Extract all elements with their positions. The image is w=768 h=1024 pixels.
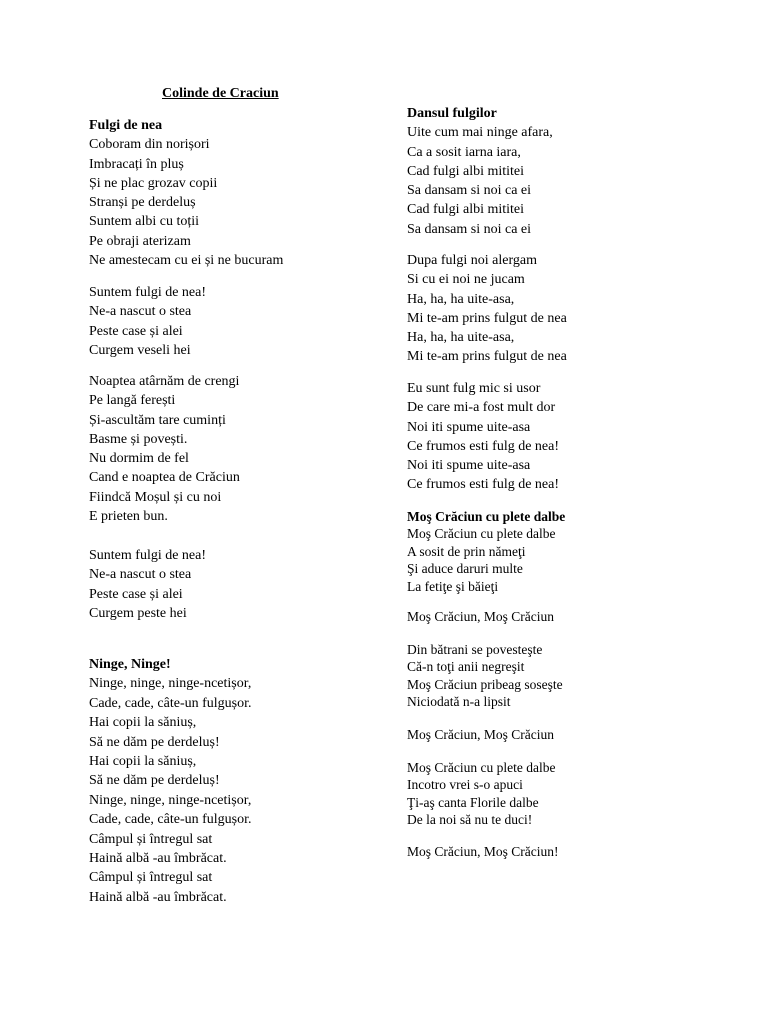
verse-line: Curgem veseli hei (89, 342, 191, 358)
verse-line: Basme și povești. (89, 431, 188, 447)
verse-line: Din bătrani se povesteşte (407, 642, 543, 657)
stanza (407, 726, 554, 743)
verse-line: Noi iti spume uite-asa (407, 458, 531, 474)
verse-line: Cade, cade, câte-un fulgușor. (89, 812, 252, 828)
stanza (89, 546, 206, 623)
verse-line: De care mi-a fost mult dor (407, 400, 556, 416)
poem-heading: Ninge, Ninge! (89, 657, 171, 672)
verse-line: Eu sunt fulg mic si usor (407, 381, 541, 396)
verse-line: Incotro vrei s-o apuci (407, 777, 523, 793)
verse-line: Cad fulgi albi mititei (407, 202, 525, 218)
verse-line: Mi te-am prins fulgut de nea (407, 349, 567, 365)
verse-line: Pe langă ferești (89, 393, 176, 409)
verse-line: Suntem albi cu toții (89, 214, 200, 230)
verse-line: Moş Crăciun cu plete dalbe (407, 526, 556, 542)
verse-line: Stranși pe derdeluș (89, 195, 196, 211)
verse-line: Ne amestecam cu ei și ne bucuram (89, 253, 284, 269)
poem-dansul-fulgilor (407, 104, 553, 239)
verse-line: Mi te-am prins fulgut de nea (407, 310, 567, 326)
verse-line: Imbracați în pluș (89, 156, 184, 172)
verse-line: Ca a sosit iarna iara, (407, 144, 521, 160)
stanza (89, 283, 206, 360)
verse-line: Fiindcă Moșul și cu noi (89, 489, 222, 505)
verse-line: Ne-a nascut o stea (89, 567, 192, 583)
verse-line: Şi aduce daruri multe (407, 561, 523, 577)
verse-line: Uite cum mai ninge afara, (407, 125, 553, 141)
poem-fulgi-de-nea (89, 116, 283, 270)
stanza (407, 379, 559, 495)
stanza (407, 641, 563, 711)
verse-line: La fetiţe şi băieţi (407, 578, 499, 594)
verse-line: Si cu ei noi ne jucam (407, 272, 525, 288)
verse-line: A sosit de prin nămeţi (407, 543, 526, 559)
verse-line: Ţi-aş canta Florile dalbe (407, 794, 539, 810)
stanza (407, 759, 555, 829)
verse-line: E prieten bun. (89, 509, 168, 525)
verse-line: Ce frumos esti fulg de nea! (407, 438, 560, 454)
poem-ninge-ninge (89, 655, 252, 907)
verse-line: Moş Crăciun, Moş Crăciun (407, 609, 554, 624)
verse-line: Sa dansam si noi ca ei (407, 221, 532, 237)
poem-heading: Dansul fulgilor (407, 106, 497, 121)
verse-line: Ha, ha, ha uite-asa, (407, 330, 515, 346)
verse-line: Ne-a nascut o stea (89, 304, 192, 320)
verse-line: Ce frumos esti fulg de nea! (407, 477, 560, 493)
verse-line: Nu dormim de fel (89, 451, 189, 467)
verse-line: Peste case și alei (89, 586, 183, 602)
verse-line: Noaptea atârnăm de crengi (89, 374, 240, 389)
verse-line: Noi iti spume uite-asa (407, 419, 531, 435)
verse-line: Hai copii la săniuș, (89, 754, 197, 770)
stanza (407, 843, 558, 860)
verse-line: Haină albă -au îmbrăcat. (89, 889, 227, 905)
verse-line: Cand e noaptea de Crăciun (89, 470, 240, 486)
verse-line: Suntem fulgi de nea! (89, 285, 207, 300)
verse-line: Dupa fulgi noi alergam (407, 253, 537, 268)
verse-line: Moş Crăciun, Moş Crăciun (407, 727, 554, 742)
verse-line: Ninge, ninge, ninge-ncetișor, (89, 792, 252, 808)
verse-line: Suntem fulgi de nea! (89, 548, 207, 563)
verse-line: Câmpul și întregul sat (89, 870, 213, 886)
verse-line: Coboram din norișori (89, 137, 210, 153)
verse-line: Moş Crăciun, Moş Crăciun! (407, 844, 559, 859)
verse-line: Haină albă -au îmbrăcat. (89, 851, 227, 867)
verse-line: Hai copii la săniuș, (89, 715, 197, 731)
verse-line: Să ne dăm pe derdeluș! (89, 773, 220, 789)
verse-line: Curgem peste hei (89, 605, 187, 621)
stanza (89, 372, 240, 526)
verse-line: Pe obraji aterizam (89, 233, 191, 249)
verse-line: Să ne dăm pe derdeluș! (89, 734, 220, 750)
verse-line: Moş Crăciun cu plete dalbe (407, 760, 556, 775)
stanza (407, 251, 567, 367)
verse-line: Și-ascultăm tare cuminți (89, 412, 226, 428)
verse-line: Ha, ha, ha uite-asa, (407, 291, 515, 307)
verse-line: Cad fulgi albi mititei (407, 163, 525, 179)
stanza (407, 608, 554, 625)
verse-line: Ninge, ninge, ninge-ncetișor, (89, 676, 252, 692)
verse-line: Moş Crăciun pribeag soseşte (407, 676, 563, 692)
verse-line: Cade, cade, câte-un fulgușor. (89, 695, 252, 711)
poem-mos-craciun (407, 508, 565, 595)
verse-line: Câmpul și întregul sat (89, 831, 213, 847)
document-title: Colinde de Craciun (162, 86, 279, 101)
verse-line: Peste case și alei (89, 323, 183, 339)
poem-heading: Moş Crăciun cu plete dalbe (407, 509, 566, 524)
verse-line: Niciodată n-a lipsit (407, 694, 511, 710)
verse-line: Că-n toţi anii negreşit (407, 659, 525, 675)
verse-line: Sa dansam si noi ca ei (407, 183, 532, 199)
poem-heading: Fulgi de nea (89, 118, 163, 133)
verse-line: Și ne plac grozav copii (89, 175, 218, 191)
verse-line: De la noi să nu te duci! (407, 812, 533, 828)
